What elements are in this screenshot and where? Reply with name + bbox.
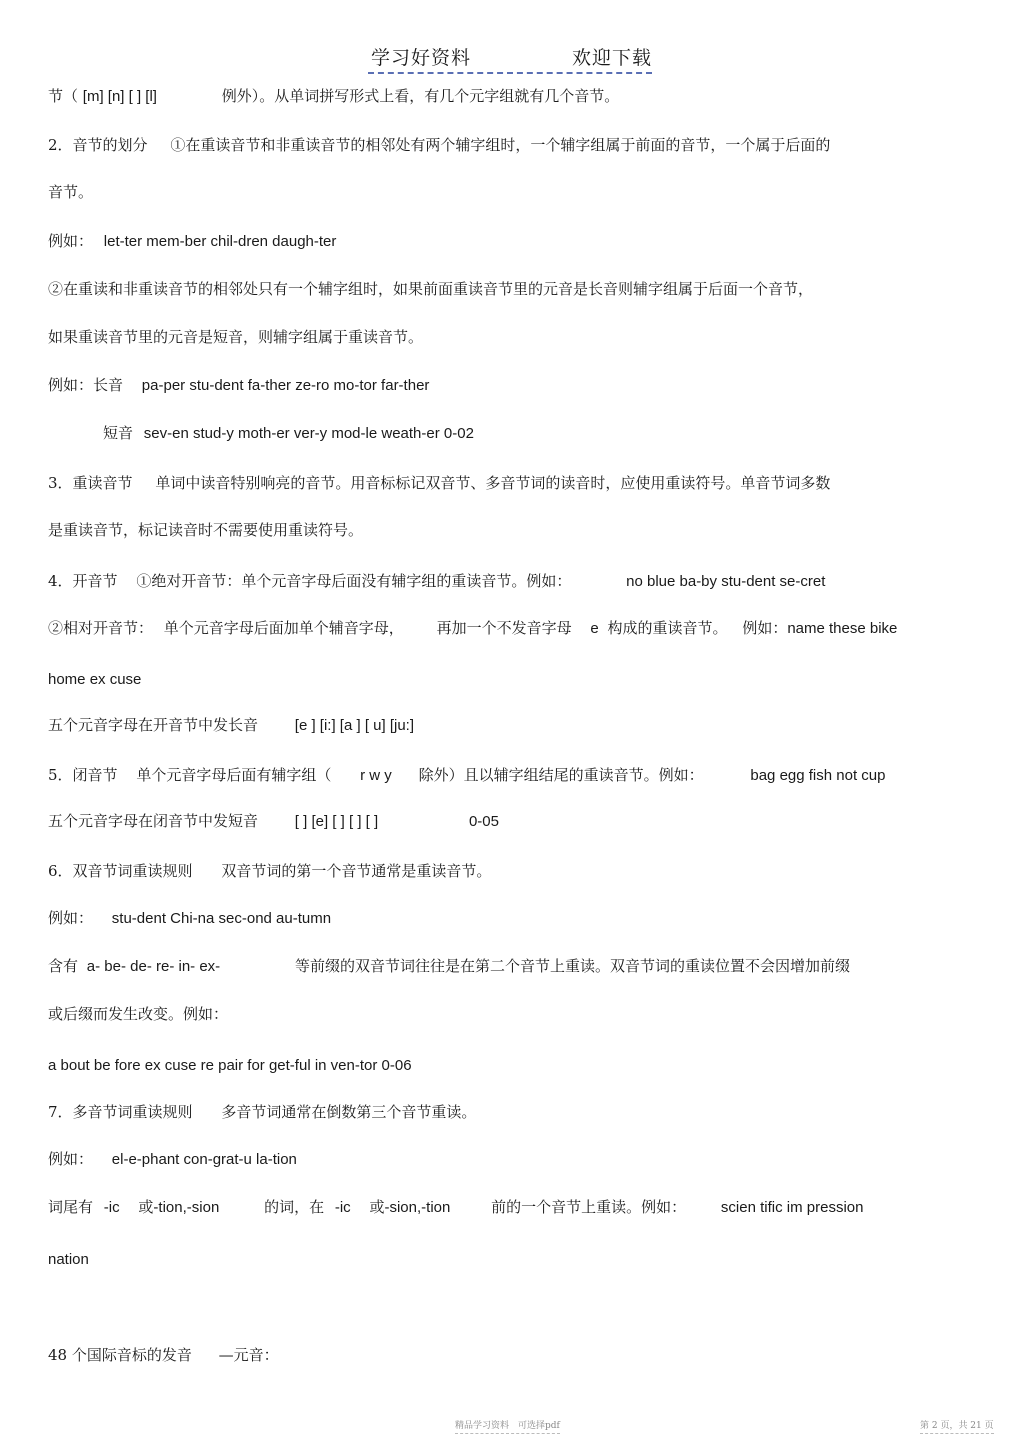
text-line — [48, 473, 830, 493]
line-text: 是重读音节，标记读音时不需要使用重读符号。 — [48, 521, 364, 539]
line-text: 双音节词的第一个音节通常是重读音节。 — [221, 862, 492, 880]
letters: r w y — [360, 767, 392, 784]
text-line — [48, 86, 619, 107]
text-line — [48, 618, 897, 639]
example-words: stu-dent Chi-na sec-ond au-tumn — [111, 910, 332, 927]
example-words: name these bike — [787, 620, 898, 637]
line-text: 例如： — [48, 1150, 94, 1168]
text-line — [103, 423, 474, 444]
text-line — [48, 231, 336, 252]
example-words: nation — [48, 1251, 89, 1268]
text-line — [48, 765, 885, 786]
text-line — [48, 861, 491, 881]
example-words: bag egg fish not cup — [750, 767, 886, 784]
line-text: ②在重读和非重读音节的相邻处只有一个辅字组时，如果前面重读音节里的元音是长音则辅字组属于后面一个音节， — [48, 280, 814, 298]
text-line — [48, 811, 499, 832]
line-text: 例如：长音 — [48, 376, 124, 394]
text-line — [48, 908, 331, 929]
text-line — [48, 1004, 228, 1024]
phonetic-symbols: [m] [n] [ ] [l] — [82, 88, 157, 105]
text-line — [48, 182, 93, 202]
header-right-title: 欢迎下载 — [572, 47, 653, 69]
line-text: —元音： — [218, 1346, 279, 1364]
text-line — [48, 956, 850, 977]
example-words: scien tific im pression — [720, 1199, 864, 1216]
text-line — [48, 135, 830, 155]
line-text: 单个元音字母后面加单个辅音字母， — [163, 619, 404, 637]
line-text: ①在重读音节和非重读音节的相邻处有两个辅字组时，一个辅字组属于前面的音节，一个属于后面的 — [170, 136, 831, 154]
line-text: 再加一个不发音字母 — [436, 619, 572, 637]
footer-left: 精品学习资料 可选择pdf — [455, 1418, 560, 1434]
text-line — [48, 1345, 279, 1365]
suffix: -sion,-tion — [384, 1199, 451, 1216]
line-text: 五个元音字母在闭音节中发短音 — [48, 812, 259, 830]
example-words: home ex cuse — [48, 671, 142, 688]
text-line — [48, 375, 429, 396]
suffix: -tion,-sion — [153, 1199, 220, 1216]
line-text: 含有 — [48, 957, 79, 975]
section-heading: 4．开音节 — [48, 572, 118, 590]
line-text: 例如： — [48, 232, 94, 250]
text-line — [48, 520, 363, 540]
header-left-title: 学习好资料 — [371, 47, 472, 69]
line-text: 多音节词通常在倒数第三个音节重读。 — [221, 1103, 477, 1121]
text-line — [48, 279, 813, 299]
line-text: 词尾有 — [48, 1198, 94, 1216]
line-text: 的词，在 — [264, 1198, 325, 1216]
line-text: ②相对开音节： — [48, 619, 154, 637]
text-line — [48, 1197, 863, 1218]
prefix-list: a- be- de- re- in- ex- — [86, 958, 221, 975]
section-heading: 48 个国际音标的发音 — [48, 1346, 192, 1364]
section-heading: 7．多音节词重读规则 — [48, 1103, 193, 1121]
phonetic-symbols: [ ] [e] [ ] [ ] [ ] — [294, 813, 379, 830]
section-heading: 3．重读音节 — [48, 474, 133, 492]
letter-e: e — [590, 620, 599, 637]
page-number: 第 2 页，共 21 页 — [920, 1418, 994, 1434]
text-line — [48, 1249, 89, 1270]
suffix: -ic — [334, 1199, 351, 1216]
example-words: el-e-phant con-grat-u la-tion — [111, 1151, 297, 1168]
section-heading: 5．闭音节 — [48, 766, 118, 784]
example-words: let-ter mem-ber chil-dren daugh-ter — [103, 233, 337, 250]
line-text: 例外）。从单词拼写形式上看，有几个元字组就有几个音节。 — [221, 87, 620, 105]
text-line — [48, 571, 825, 592]
suffix: -ic — [103, 1199, 120, 1216]
page-header — [368, 40, 652, 74]
example-words: sev-en stud-y moth-er ver-y mod-le weath-er 0-02 — [143, 425, 474, 442]
text-line — [48, 715, 414, 736]
line-text: 单个元音字母后面有辅字组（ — [136, 766, 332, 784]
example-words: no blue ba-by stu-dent se-cret — [626, 573, 826, 590]
section-heading: 2．音节的划分 — [48, 136, 148, 154]
line-text: 等前缀的双音节词往往是在第二个音节上重读。双音节词的重读位置不会因增加前缀 — [294, 957, 850, 975]
example-words: a bout be fore ex cuse re pair for get-ful in ven-tor 0-06 — [48, 1057, 412, 1074]
line-text: 除外）且以辅字组结尾的重读音节。例如： — [418, 766, 704, 784]
text-line — [48, 1149, 297, 1170]
line-text: 五个元音字母在开音节中发长音 — [48, 716, 259, 734]
section-heading: 6．双音节词重读规则 — [48, 862, 193, 880]
phonetic-symbols: [e ] [i:] [a ] [ u] [ju:] — [294, 717, 415, 734]
line-text: 例如： — [742, 619, 788, 637]
line-text: 前的一个音节上重读。例如： — [491, 1198, 687, 1216]
line-text: 构成的重读音节。 — [607, 619, 728, 637]
line-text: 音节。 — [48, 183, 94, 201]
line-text: 或后缀而发生改变。例如： — [48, 1005, 229, 1023]
line-text: 例如： — [48, 909, 94, 927]
line-text: ①绝对开音节：单个元音字母后面没有辅字组的重读音节。例如： — [136, 572, 572, 590]
text-line — [48, 1102, 476, 1122]
example-words: pa-per stu-dent fa-ther ze-ro mo-tor far-ther — [141, 377, 430, 394]
line-text: 或 — [138, 1198, 154, 1216]
line-text: 如果重读音节里的元音是短音，则辅字组属于重读音节。 — [48, 328, 424, 346]
line-text: 或 — [369, 1198, 385, 1216]
line-text: 节（ — [48, 87, 79, 105]
text-line — [48, 327, 423, 347]
page-marker: 0-05 — [468, 813, 499, 830]
line-text: 短音 — [103, 424, 134, 442]
line-text: 单词中读音特别响亮的音节。用音标标记双音节、多音节词的读音时，应使用重读符号。单音节词多数 — [155, 474, 831, 492]
text-line — [48, 1055, 412, 1076]
text-line — [48, 669, 141, 690]
